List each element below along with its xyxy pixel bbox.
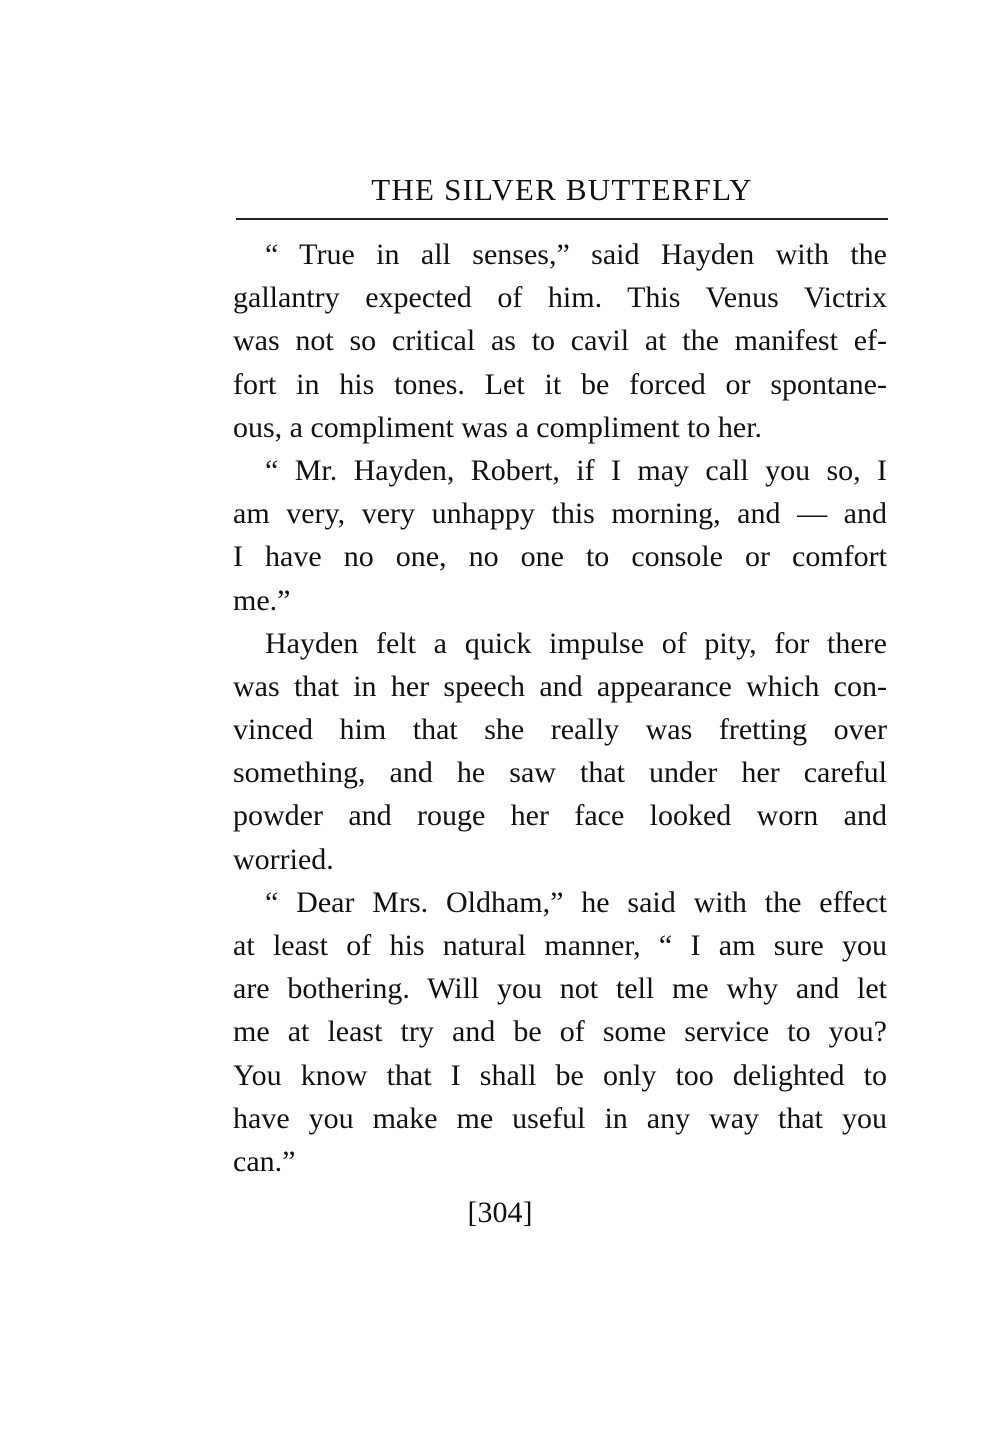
paragraph bbox=[233, 881, 887, 1183]
paragraph bbox=[233, 233, 887, 449]
text-line: are bothering. Will you not tell me why and let bbox=[233, 972, 887, 1006]
body-text bbox=[233, 233, 887, 1183]
text-line: was that in her speech and appearance which con- bbox=[233, 669, 887, 703]
text-line: “ Mr. Hayden, Robert, if I may call you so, I bbox=[265, 453, 887, 487]
text-line: “ Dear Mrs. Oldham,” he said with the effect bbox=[265, 885, 887, 919]
paragraph bbox=[233, 449, 887, 622]
text-line: gallantry expected of him. This Venus Victrix bbox=[233, 281, 887, 315]
text-line: You know that I shall be only too delighted to bbox=[233, 1058, 887, 1092]
header-rule bbox=[236, 218, 888, 220]
text-line: have you make me useful in any way that you bbox=[233, 1101, 887, 1135]
text-line: Hayden felt a quick impulse of pity, for there bbox=[265, 626, 887, 660]
text-line: can.” bbox=[233, 1144, 296, 1178]
text-line: ous, a compliment was a compliment to her. bbox=[233, 410, 763, 444]
page-number: [304] bbox=[467, 1196, 533, 1229]
running-head-title: THE SILVER BUTTERFLY bbox=[371, 172, 753, 207]
text-line: me at least try and be of some service to you? bbox=[233, 1015, 887, 1049]
text-line: fort in his tones. Let it be forced or spontane- bbox=[233, 367, 887, 401]
text-line: I have no one, no one to console or comfort bbox=[233, 540, 887, 574]
text-line: was not so critical as to cavil at the manifest ef- bbox=[233, 324, 887, 358]
text-line: me.” bbox=[233, 583, 291, 617]
text-line: vinced him that she really was fretting over bbox=[233, 713, 887, 747]
text-line: “ True in all senses,” said Hayden with the bbox=[265, 238, 887, 271]
paragraph bbox=[233, 622, 887, 881]
text-line: am very, very unhappy this morning, and — and bbox=[233, 497, 887, 531]
text-line: powder and rouge her face looked worn and bbox=[233, 799, 887, 833]
text-line: at least of his natural manner, “ I am sure you bbox=[233, 929, 887, 962]
text-line: something, and he saw that under her careful bbox=[233, 756, 887, 790]
text-line: worried. bbox=[233, 842, 334, 876]
